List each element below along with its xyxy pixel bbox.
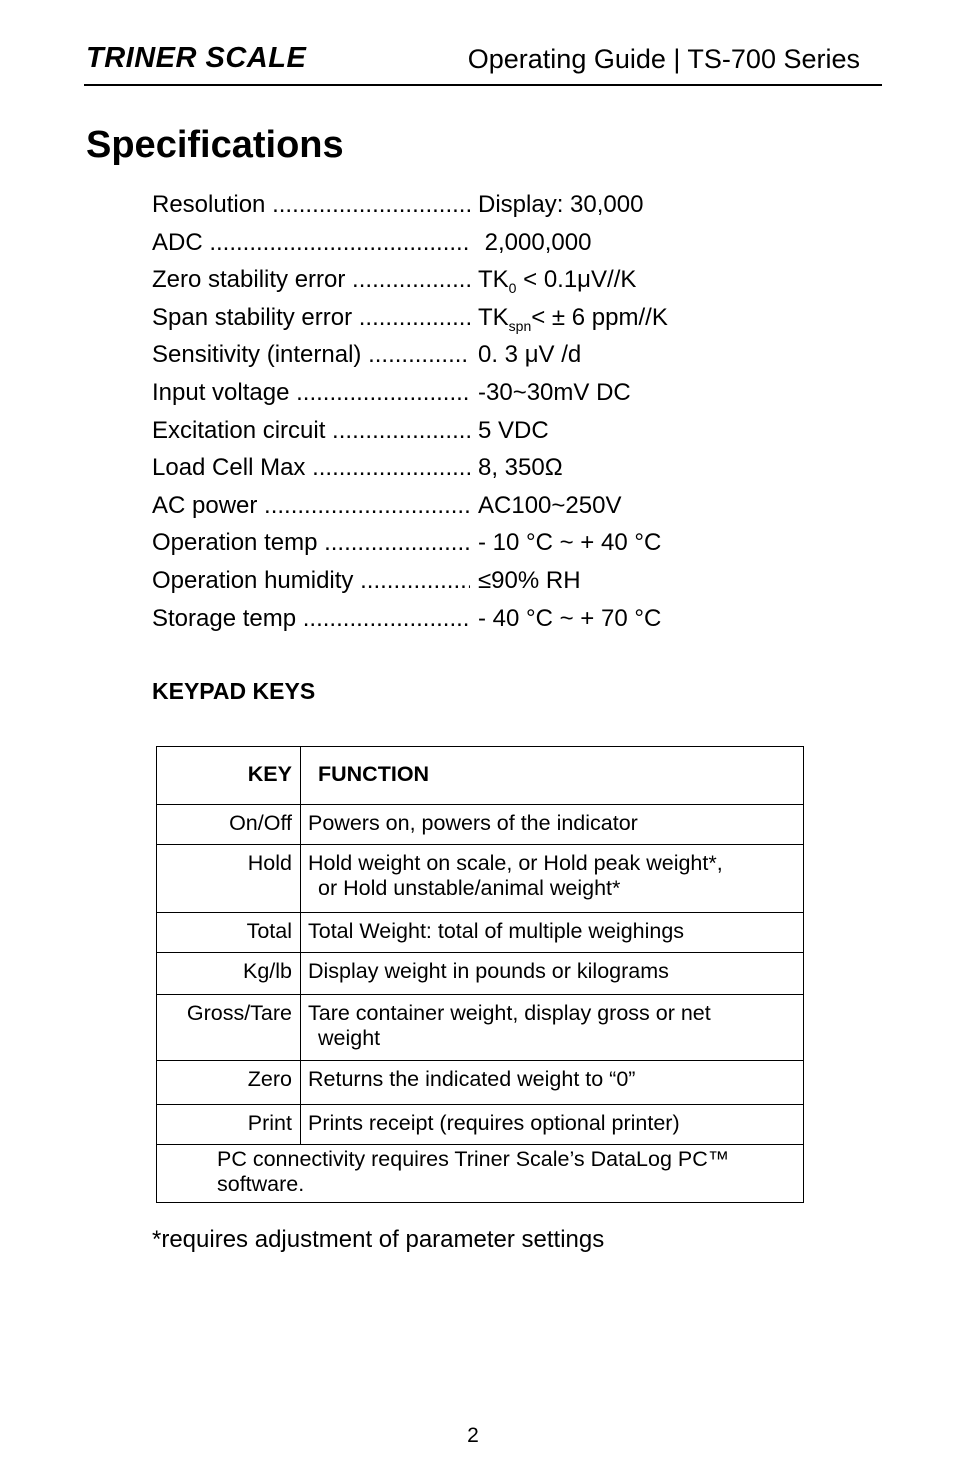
spec-value-suffix: < ± 6 ppm//K: [531, 303, 668, 331]
spec-value: -30~30mV DC: [477, 374, 631, 412]
key-cell: Gross/Tare: [157, 995, 301, 1061]
function-text: Hold weight on scale, or Hold peak weight*,: [308, 851, 723, 875]
footnote: *requires adjustment of parameter settings: [152, 1226, 605, 1253]
spec-row: [152, 374, 772, 412]
key-cell: Kg/lb: [157, 953, 301, 995]
function-text-continued: or Hold unstable/animal weight*: [318, 876, 621, 900]
function-cell: Returns the indicated weight to “0”: [301, 1061, 804, 1105]
function-cell: [301, 995, 804, 1061]
page-number: 2: [467, 1424, 479, 1447]
spec-row: [152, 449, 772, 487]
spec-value: - 10 °C ~ + 40 °C: [477, 524, 661, 562]
spec-value-prefix: TK: [478, 303, 509, 331]
spec-label: AC power .....: [152, 487, 470, 525]
spec-value: AC100~250V: [477, 487, 621, 525]
spec-label: Load Cell Max .....: [152, 449, 470, 487]
function-cell: Total Weight: total of multiple weighings: [301, 913, 804, 953]
key-cell: Zero: [157, 1061, 301, 1105]
spec-label: Span stability error .....: [152, 299, 470, 337]
keypad-heading: KEYPAD KEYS: [152, 678, 316, 704]
table-row: [157, 845, 804, 913]
spec-label: Resolution .....: [152, 186, 470, 224]
table-row: [157, 805, 804, 845]
spec-row: [152, 336, 772, 374]
column-header-function: FUNCTION: [301, 747, 804, 805]
spec-value-subscript: 0: [508, 279, 517, 296]
spec-value: ≤90% RH: [477, 562, 581, 600]
spec-row: [152, 562, 772, 600]
brand-logo-text: TRINER SCALE: [86, 42, 307, 74]
table-row: [157, 913, 804, 953]
spec-label: Zero stability error .....: [152, 261, 470, 299]
spec-label: Operation temp .....: [152, 524, 470, 562]
guide-title: Operating Guide | TS-700 Series: [467, 44, 860, 74]
spec-label: Operation humidity .....: [152, 562, 470, 600]
spec-label: Input voltage .....: [152, 374, 470, 412]
function-cell: Prints receipt (requires optional printer): [301, 1105, 804, 1145]
spec-row: [152, 600, 772, 638]
table-row: [157, 995, 804, 1061]
page-header: [84, 38, 882, 86]
spec-label: ADC .....: [152, 224, 470, 262]
table-header-row: [157, 747, 804, 805]
column-header-key: KEY: [157, 747, 301, 805]
spec-label: Sensitivity (internal) .....: [152, 336, 470, 374]
function-cell: [301, 845, 804, 913]
table-note-row: [157, 1145, 804, 1203]
spec-value: 5 VDC: [477, 412, 549, 450]
key-cell: Total: [157, 913, 301, 953]
key-cell: Hold: [157, 845, 301, 913]
spec-value-subscript: spn: [508, 317, 532, 334]
table-row: [157, 1061, 804, 1105]
function-cell: Display weight in pounds or kilograms: [301, 953, 804, 995]
function-text: Tare container weight, display gross or net: [308, 1001, 711, 1025]
spec-list: [152, 186, 772, 637]
spec-row: [152, 224, 772, 262]
spec-label: Storage temp .....: [152, 600, 470, 638]
spec-row: [152, 299, 772, 337]
spec-value: Display: 30,000: [477, 186, 643, 224]
spec-value: 2,000,000: [477, 224, 591, 262]
spec-label: Excitation circuit .....: [152, 412, 470, 450]
spec-row: [152, 412, 772, 450]
spec-value: 0. 3 μV /d: [477, 336, 581, 374]
spec-row: [152, 186, 772, 224]
key-cell: Print: [157, 1105, 301, 1145]
page-title: Specifications: [86, 124, 344, 166]
spec-row: [152, 487, 772, 525]
pc-connectivity-note: PC connectivity requires Triner Scale’s DataLog PC™ software.: [157, 1145, 804, 1203]
spec-value: 8, 350Ω: [477, 449, 563, 487]
spec-value-suffix: < 0.1μV//K: [516, 266, 637, 294]
spec-row: [152, 524, 772, 562]
function-text-continued: weight: [318, 1026, 381, 1050]
keypad-table: [156, 746, 804, 1203]
spec-value: - 40 °C ~ + 70 °C: [477, 600, 661, 638]
key-cell: On/Off: [157, 805, 301, 845]
table-row: [157, 1105, 804, 1145]
function-cell: Powers on, powers of the indicator: [301, 805, 804, 845]
table-row: [157, 953, 804, 995]
spec-row: [152, 261, 772, 299]
spec-value-prefix: TK: [478, 266, 509, 294]
